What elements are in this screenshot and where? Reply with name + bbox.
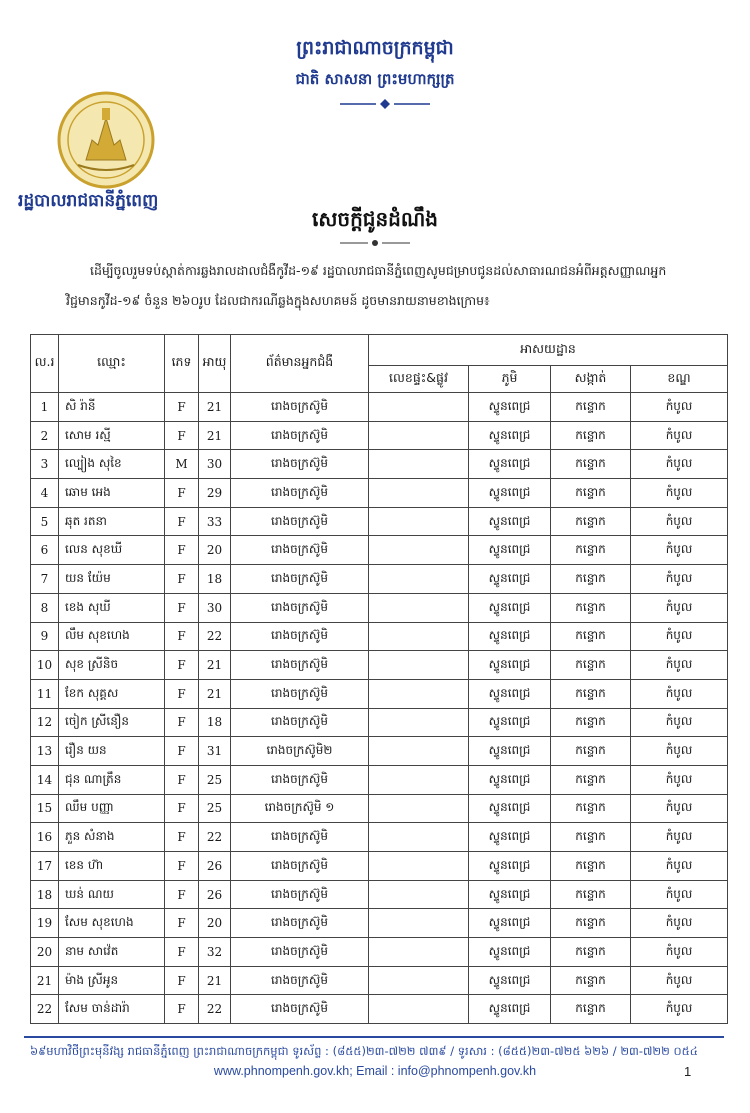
table-row [31, 393, 728, 422]
header-info: ព័ត៌មានអ្នកជំងឺ [231, 335, 369, 393]
table-row [31, 536, 728, 565]
cell-house [369, 507, 469, 536]
cell-age: 26 [199, 852, 231, 881]
cell-name: រឿន យន [59, 737, 165, 766]
cell-sex: F [165, 593, 199, 622]
table-row [31, 880, 728, 909]
cell-village: ស្ទូនពេជ្រ [469, 794, 551, 823]
cell-info: រោងចក្រស៊ូមិ [231, 909, 369, 938]
cell-info: រោងចក្រស៊ូមិ [231, 966, 369, 995]
cell-age: 20 [199, 536, 231, 565]
cell-village: ស្ទូនពេជ្រ [469, 737, 551, 766]
cell-name: សុខ ស្រីនិច [59, 651, 165, 680]
cell-house [369, 823, 469, 852]
cell-sex: F [165, 909, 199, 938]
cell-age: 31 [199, 737, 231, 766]
cell-sex: F [165, 765, 199, 794]
cell-commune: កន្ទោក [551, 651, 631, 680]
cell-commune: កន្ទោក [551, 909, 631, 938]
cell-age: 32 [199, 938, 231, 967]
cell-no: 8 [31, 593, 59, 622]
cell-info: រោងចក្រស៊ូមិ [231, 421, 369, 450]
cell-house [369, 995, 469, 1024]
cell-age: 21 [199, 393, 231, 422]
ornament-divider-icon [340, 98, 430, 110]
cell-info: រោងចក្រស៊ូមិ [231, 765, 369, 794]
cell-sex: F [165, 622, 199, 651]
header-district: ខណ្ឌ [631, 366, 728, 393]
table-row [31, 909, 728, 938]
cell-village: ស្ទូនពេជ្រ [469, 852, 551, 881]
cell-house [369, 708, 469, 737]
table-row [31, 450, 728, 479]
footer-address: ៦៩មហាវិថីព្រះមុនីវង្ស រាជធានីភ្នំពេញ ព្រះរាជាណាចក្រកម្ពុជា ទូរស័ព្ទ : (៨៥៥)២៣-៧២២ ៧៣៩ / ទូរសារ : (៨៥៥)២៣-៧២៥ ៦២៦ / ២៣-៧២២ ០៥៤ [30, 1044, 698, 1058]
cell-sex: F [165, 507, 199, 536]
cell-age: 29 [199, 479, 231, 508]
cell-name: ជុន ណាត្រឹន [59, 765, 165, 794]
cell-house [369, 421, 469, 450]
cell-no: 1 [31, 393, 59, 422]
cell-village: ស្ទូនពេជ្រ [469, 393, 551, 422]
cell-age: 21 [199, 421, 231, 450]
cell-info: រោងចក្រស៊ូមិ [231, 593, 369, 622]
cell-name: លេន សុខឃី [59, 536, 165, 565]
cell-age: 21 [199, 679, 231, 708]
cell-district: កំបូល [631, 421, 728, 450]
cell-sex: F [165, 421, 199, 450]
cell-village: ស្ទូនពេជ្រ [469, 679, 551, 708]
cell-village: ស្ទូនពេជ្រ [469, 479, 551, 508]
cell-commune: កន្ទោក [551, 708, 631, 737]
cell-village: ស្ទូនពេជ្រ [469, 450, 551, 479]
table-row [31, 995, 728, 1024]
cell-commune: កន្ទោក [551, 966, 631, 995]
cell-district: កំបូល [631, 995, 728, 1024]
cell-no: 16 [31, 823, 59, 852]
cell-no: 21 [31, 966, 59, 995]
cell-house [369, 794, 469, 823]
title-ornament-icon [340, 238, 410, 248]
cell-district: កំបូល [631, 938, 728, 967]
cell-commune: កន្ទោក [551, 794, 631, 823]
cell-house [369, 622, 469, 651]
cell-district: កំបូល [631, 909, 728, 938]
intro-paragraph: ដើម្បីចូលរួមទប់ស្កាត់ការឆ្លងរាលដាលជំងឺកូវីដ-១៩ រដ្ឋបាលរាជធានីភ្នំពេញសូមជម្រាបជូនដល់សាធារណជនអំពីអត្តសញ្ញាណអ្នកវិជ្ជមានកូវីដ-១៩ ចំនួន ២៦០រូប ដែលជាករណីឆ្លងក្នុងសហគមន៍ ដូចមានរាយនាមខាងក្រោម៖ [66, 263, 667, 308]
cell-info: រោងចក្រស៊ូមិ [231, 880, 369, 909]
cell-village: ស្ទូនពេជ្រ [469, 938, 551, 967]
table-row [31, 966, 728, 995]
cell-district: កំបូល [631, 479, 728, 508]
cell-name: ចៀក ស្រីនឿន [59, 708, 165, 737]
cell-no: 9 [31, 622, 59, 651]
cell-sex: F [165, 966, 199, 995]
header-no: ល.រ [31, 335, 59, 393]
cell-house [369, 737, 469, 766]
header-house: លេខផ្ទះ&ផ្លូវ [369, 366, 469, 393]
kingdom-title: ព្រះរាជាណាចក្រកម្ពុជា [296, 37, 454, 59]
cell-district: កំបូល [631, 737, 728, 766]
footer-website[interactable]: www.phnompenh.gov.kh; Email : info@phnompenh.gov.kh [213, 1064, 537, 1078]
cell-sex: F [165, 679, 199, 708]
cell-village: ស្ទូនពេជ្រ [469, 622, 551, 651]
cell-house [369, 651, 469, 680]
cell-age: 21 [199, 966, 231, 995]
cell-info: រោងចក្រស៊ូមិ [231, 708, 369, 737]
cell-age: 21 [199, 651, 231, 680]
cell-sex: F [165, 393, 199, 422]
cell-village: ស្ទូនពេជ្រ [469, 536, 551, 565]
cell-no: 20 [31, 938, 59, 967]
cell-commune: កន្ទោក [551, 479, 631, 508]
cell-sex: F [165, 708, 199, 737]
cell-district: កំបូល [631, 593, 728, 622]
cell-name: ខេន ហ៊ា [59, 852, 165, 881]
organization-name: រដ្ឋបាលរាជធានីភ្នំពេញ [18, 191, 159, 211]
table-row [31, 794, 728, 823]
cell-district: កំបូល [631, 765, 728, 794]
cell-name: ខែក សុគ្គស [59, 679, 165, 708]
cell-age: 20 [199, 909, 231, 938]
cell-district: កំបូល [631, 966, 728, 995]
cell-house [369, 593, 469, 622]
cell-commune: កន្ទោក [551, 421, 631, 450]
cell-info: រោងចក្រស៊ូមិ [231, 679, 369, 708]
table-row [31, 708, 728, 737]
header-address: អាសយដ្ឋាន [369, 335, 728, 366]
cell-village: ស្ទូនពេជ្រ [469, 421, 551, 450]
cell-info: រោងចក្រស៊ូមិ [231, 622, 369, 651]
cell-sex: F [165, 536, 199, 565]
cell-village: ស្ទូនពេជ្រ [469, 708, 551, 737]
cell-name: ភួន សំនាង [59, 823, 165, 852]
cell-village: ស្ទូនពេជ្រ [469, 651, 551, 680]
cell-info: រោងចក្រស៊ូមិ ១ [231, 794, 369, 823]
cell-house [369, 880, 469, 909]
cell-house [369, 536, 469, 565]
cell-village: ស្ទូនពេជ្រ [469, 507, 551, 536]
table-row [31, 593, 728, 622]
cell-commune: កន្ទោក [551, 393, 631, 422]
cell-sex: F [165, 651, 199, 680]
table-row [31, 565, 728, 594]
cell-info: រោងចក្រស៊ូមិ [231, 536, 369, 565]
cell-sex: F [165, 938, 199, 967]
cell-info: រោងចក្រស៊ូមិ [231, 938, 369, 967]
cell-district: កំបូល [631, 393, 728, 422]
table-row [31, 823, 728, 852]
cell-house [369, 450, 469, 479]
cell-sex: F [165, 823, 199, 852]
cell-village: ស្ទូនពេជ្រ [469, 765, 551, 794]
cell-name: លឹម សុខហេង [59, 622, 165, 651]
cell-commune: កន្ទោក [551, 593, 631, 622]
cell-no: 11 [31, 679, 59, 708]
cell-district: កំបូល [631, 622, 728, 651]
cell-village: ស្ទូនពេជ្រ [469, 565, 551, 594]
cell-info: រោងចក្រស៊ូមិ [231, 852, 369, 881]
cell-commune: កន្ទោក [551, 565, 631, 594]
cell-house [369, 679, 469, 708]
cell-sex: F [165, 794, 199, 823]
cell-sex: F [165, 565, 199, 594]
cell-no: 2 [31, 421, 59, 450]
cell-no: 6 [31, 536, 59, 565]
cell-commune: កន្ទោក [551, 852, 631, 881]
cell-age: 25 [199, 765, 231, 794]
cell-sex: M [165, 450, 199, 479]
cell-no: 18 [31, 880, 59, 909]
cell-village: ស្ទូនពេជ្រ [469, 880, 551, 909]
cell-age: 25 [199, 794, 231, 823]
cell-village: ស្ទូនពេជ្រ [469, 593, 551, 622]
cell-district: កំបូល [631, 708, 728, 737]
cell-sex: F [165, 852, 199, 881]
cell-info: រោងចក្រស៊ូមិ [231, 450, 369, 479]
cell-district: កំបូល [631, 679, 728, 708]
cell-sex: F [165, 479, 199, 508]
cell-commune: កន្ទោក [551, 507, 631, 536]
cell-village: ស្ទូនពេជ្រ [469, 909, 551, 938]
cell-no: 7 [31, 565, 59, 594]
cell-district: កំបូល [631, 852, 728, 881]
header-commune: សង្កាត់ [551, 366, 631, 393]
cell-info: រោងចក្រស៊ូមិ [231, 651, 369, 680]
cell-age: 30 [199, 593, 231, 622]
cell-name: ឆុត រតនា [59, 507, 165, 536]
cell-age: 22 [199, 995, 231, 1024]
cell-name: ឈឹម បញ្ញា [59, 794, 165, 823]
table-row [31, 421, 728, 450]
cell-commune: កន្ទោក [551, 450, 631, 479]
cell-commune: កន្ទោក [551, 536, 631, 565]
cell-no: 14 [31, 765, 59, 794]
table-row [31, 737, 728, 766]
patient-table [30, 334, 728, 1024]
cell-no: 17 [31, 852, 59, 881]
cell-house [369, 765, 469, 794]
cell-name: សែម សុខហេង [59, 909, 165, 938]
cell-info: រោងចក្រស៊ូមិ [231, 823, 369, 852]
cell-no: 10 [31, 651, 59, 680]
cell-house [369, 938, 469, 967]
cell-district: កំបូល [631, 536, 728, 565]
cell-age: 18 [199, 708, 231, 737]
cell-name: ម៉ាង ស្រីអូន [59, 966, 165, 995]
header-age: អាយុ [199, 335, 231, 393]
cell-name: ឃន់ ណយ [59, 880, 165, 909]
cell-district: កំបូល [631, 880, 728, 909]
cell-no: 13 [31, 737, 59, 766]
cell-sex: F [165, 737, 199, 766]
table-row [31, 507, 728, 536]
cell-no: 5 [31, 507, 59, 536]
phnom-penh-seal-icon [56, 90, 156, 190]
cell-commune: កន្ទោក [551, 737, 631, 766]
cell-no: 3 [31, 450, 59, 479]
cell-commune: កន្ទោក [551, 622, 631, 651]
cell-village: ស្ទូនពេជ្រ [469, 995, 551, 1024]
cell-no: 12 [31, 708, 59, 737]
cell-info: រោងចក្រស៊ូមិ [231, 565, 369, 594]
cell-name: ខេង សុឃី [59, 593, 165, 622]
cell-info: រោងចក្រស៊ូមិ [231, 995, 369, 1024]
cell-name: យន យ៉ែម [59, 565, 165, 594]
cell-house [369, 565, 469, 594]
cell-info: រោងចក្រស៊ូមិ [231, 393, 369, 422]
cell-name: សែម ចាន់ដារ៉ា [59, 995, 165, 1024]
cell-commune: កន្ទោក [551, 679, 631, 708]
cell-info: រោងចក្រស៊ូមិ [231, 479, 369, 508]
cell-age: 22 [199, 622, 231, 651]
cell-commune: កន្ទោក [551, 765, 631, 794]
table-row [31, 622, 728, 651]
table-row [31, 679, 728, 708]
cell-commune: កន្ទោក [551, 995, 631, 1024]
cell-district: កំបូល [631, 565, 728, 594]
cell-no: 19 [31, 909, 59, 938]
cell-age: 26 [199, 880, 231, 909]
cell-name: សិ រ៉ានី [59, 393, 165, 422]
cell-house [369, 393, 469, 422]
cell-commune: កន្ទោក [551, 880, 631, 909]
cell-district: កំបូល [631, 794, 728, 823]
cell-no: 15 [31, 794, 59, 823]
cell-age: 22 [199, 823, 231, 852]
cell-name: សោម រស្មី [59, 421, 165, 450]
page-title: សេចក្ដីជូនដំណឹង [312, 207, 438, 231]
cell-house [369, 909, 469, 938]
cell-house [369, 966, 469, 995]
cell-village: ស្ទូនពេជ្រ [469, 823, 551, 852]
table-row [31, 852, 728, 881]
cell-district: កំបូល [631, 823, 728, 852]
cell-age: 30 [199, 450, 231, 479]
table-row [31, 651, 728, 680]
cell-name: ល្បៀង សុខៃ [59, 450, 165, 479]
cell-age: 33 [199, 507, 231, 536]
cell-district: កំបូល [631, 507, 728, 536]
table-row [31, 765, 728, 794]
cell-commune: កន្ទោក [551, 938, 631, 967]
cell-commune: កន្ទោក [551, 823, 631, 852]
cell-name: ឆោម អេង [59, 479, 165, 508]
cell-no: 4 [31, 479, 59, 508]
motto: ជាតិ សាសនា ព្រះមហាក្សត្រ [295, 70, 455, 88]
cell-info: រោងចក្រស៊ូមិ២ [231, 737, 369, 766]
cell-no: 22 [31, 995, 59, 1024]
cell-age: 18 [199, 565, 231, 594]
cell-sex: F [165, 880, 199, 909]
cell-village: ស្ទូនពេជ្រ [469, 966, 551, 995]
cell-info: រោងចក្រស៊ូមិ [231, 507, 369, 536]
cell-district: កំបូល [631, 450, 728, 479]
page-number: 1 [684, 1064, 692, 1079]
cell-district: កំបូល [631, 651, 728, 680]
cell-name: នាម សាវ៉េត [59, 938, 165, 967]
table-row [31, 479, 728, 508]
cell-house [369, 479, 469, 508]
header-sex: ភេទ [165, 335, 199, 393]
cell-sex: F [165, 995, 199, 1024]
table-row [31, 938, 728, 967]
header-village: ភូមិ [469, 366, 551, 393]
cell-house [369, 852, 469, 881]
footer-divider [24, 1036, 724, 1038]
header-name: ឈ្មោះ [59, 335, 165, 393]
